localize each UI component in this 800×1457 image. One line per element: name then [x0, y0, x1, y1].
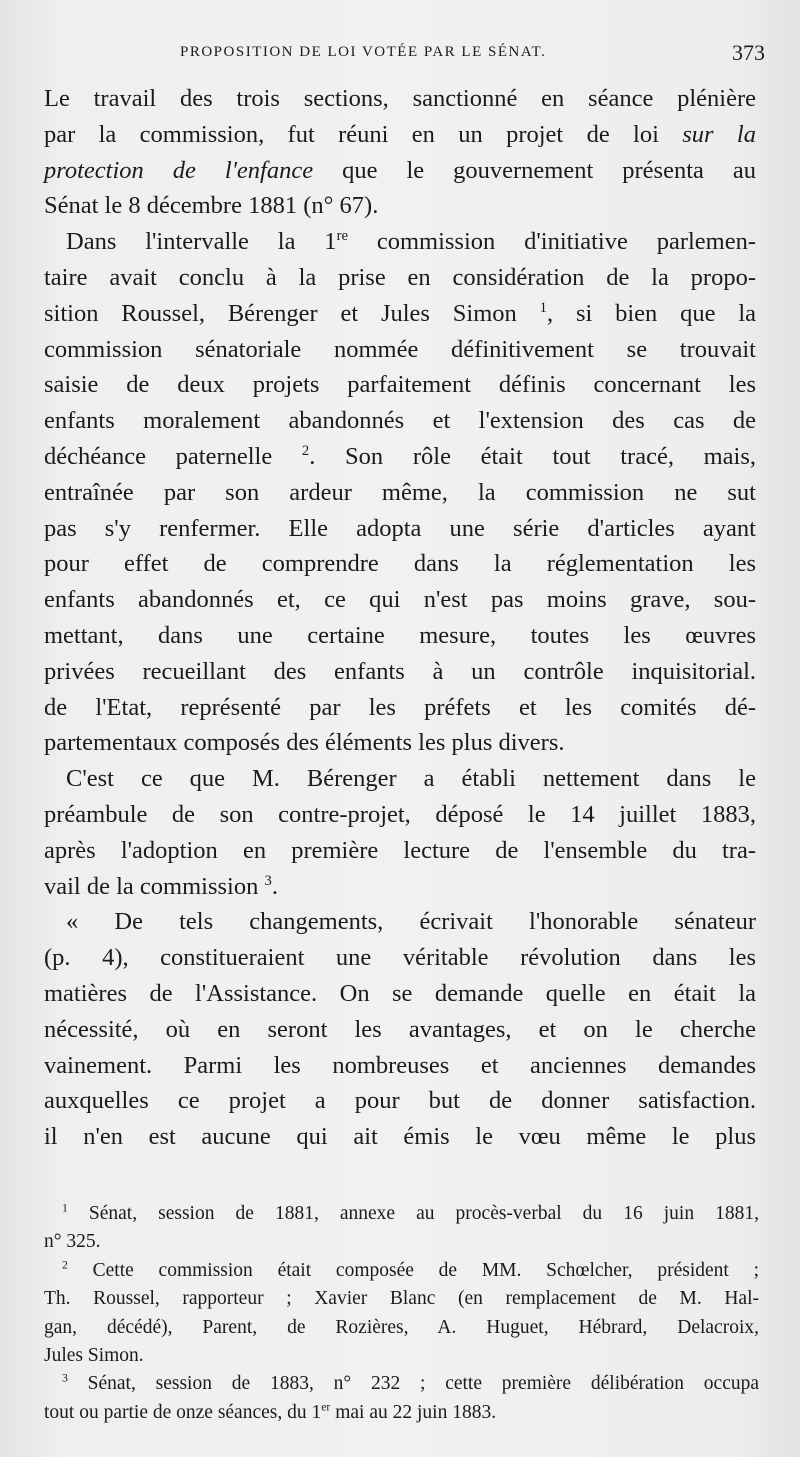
footnote-ref: 2 [301, 442, 310, 459]
paragraph [44, 224, 756, 761]
paragraph [44, 904, 756, 1155]
footnote-line: Th. Roussel, rapporteur ; Xavier Blanc (en remplacement de M. Hal- [44, 1288, 759, 1310]
text-line: préambule de son contre-projet, déposé le 14 juillet 1883, [44, 800, 756, 828]
text-line: sition Roussel, Bérenger et Jules Simon $^1$, si bien que la [44, 299, 757, 327]
text-line: il n'en est aucune qui ait émis le vœu même le plus [44, 1123, 756, 1151]
text-line: Le travail des trois sections, sanctionné en séance plénière [44, 85, 756, 112]
text-line: vainement. Parmi les nombreuses et anciennes demandes [44, 1051, 756, 1079]
italic-text: sur la [682, 120, 756, 148]
paragraph [44, 761, 756, 904]
text-line: enfants abandonnés et, ce qui n'est pas moins grave, sou- [44, 586, 756, 614]
text-line: (p. 4), constitueraient une véritable révolution dans les [44, 944, 756, 972]
text-line: protection de l'enfance que le gouvernement présenta au [44, 156, 756, 184]
footnote-line: $^2$ Cette commission était composée de MM. Schœlcher, président ; [62, 1258, 759, 1281]
footnote-mark: 2 [62, 1258, 68, 1272]
text-line: mettant, dans une certaine mesure, toutes les œuvres [44, 621, 756, 649]
running-title: PROPOSITION DE LOI VOTÉE PAR LE SÉNAT. [180, 44, 547, 60]
footnote-mark: 3 [62, 1371, 68, 1385]
text-line: par la commission, fut réuni en un projet de loi sur la [44, 120, 756, 148]
footnote-ref: 1 [539, 299, 547, 316]
footnote-line: Jules Simon. [44, 1345, 144, 1367]
footnote-line: gan, décédé), Parent, de Rozières, A. Huguet, Hébrard, Delacroix, [44, 1316, 759, 1338]
paragraph [44, 81, 756, 224]
text-line: privées recueillant des enfants à un contrôle inquisitorial. [44, 657, 756, 685]
footnote-line: $^3$ Sénat, session de 1883, n° 232 ; cette première délibération occupa [62, 1371, 760, 1395]
footnote-line: tout ou partie de onze séances, du 1er mai au 22 juin 1883. [44, 1400, 497, 1423]
footnote [44, 1257, 759, 1371]
text-line: vail de la commission $^3$. [44, 872, 278, 900]
page-number: 373 [732, 40, 765, 65]
text-line: après l'adoption en première lecture de l'ensemble du tra- [44, 836, 756, 864]
text-line: nécessité, où en seront les avantages, et on le cherche [44, 1015, 756, 1043]
text-line: pas s'y renfermer. Elle adopta une série d'articles ayant [44, 514, 756, 542]
text-line: Sénat le 8 décembre 1881 (n° 67). [44, 192, 379, 220]
text-line: partementaux composés des éléments les plus divers. [44, 729, 565, 757]
footnote [44, 1200, 759, 1257]
text-line: saisie de deux projets parfaitement définis concernant les [44, 371, 756, 399]
text-line: « De tels changements, écrivait l'honorable sénateur [66, 908, 756, 936]
text-line: enfants moralement abandonnés et l'extension des cas de [44, 407, 756, 435]
text-line: de l'Etat, représenté par les préfets et les comités dé- [44, 693, 756, 721]
text-line: commission sénatoriale nommée définitivement se trouvait [44, 335, 756, 363]
footnote-mark: 1 [62, 1201, 68, 1215]
footnote [44, 1370, 759, 1427]
text-line: entraînée par son ardeur même, la commission ne sut [44, 478, 756, 506]
footnotes [44, 1200, 759, 1427]
text-line: taire avait conclu à la prise en considération de la propo- [44, 263, 756, 291]
text-line: auxquelles ce projet a pour but de donner satisfaction. [44, 1087, 756, 1115]
text-line: pour effet de comprendre dans la réglementation les [44, 550, 756, 578]
page-header [180, 40, 775, 70]
text-line: déchéance paternelle $^2$. Son rôle était tout tracé, mais, [44, 442, 757, 470]
body-text [44, 81, 756, 1155]
footnote-line: $^1$ Sénat, session de 1881, annexe au procès-verbal du 16 juin 1881, [62, 1201, 760, 1224]
italic-text: protection de l'enfance [44, 156, 314, 184]
footnote-ref: 3 [264, 872, 272, 889]
text-line: C'est ce que M. Bérenger a établi nettement dans le [66, 765, 756, 793]
text-line: Dans l'intervalle la 1re commission d'initiative parlemen- [66, 228, 757, 256]
footnote-line: n° 325. [44, 1231, 101, 1253]
text-line: matières de l'Assistance. On se demande quelle en était la [44, 979, 756, 1007]
